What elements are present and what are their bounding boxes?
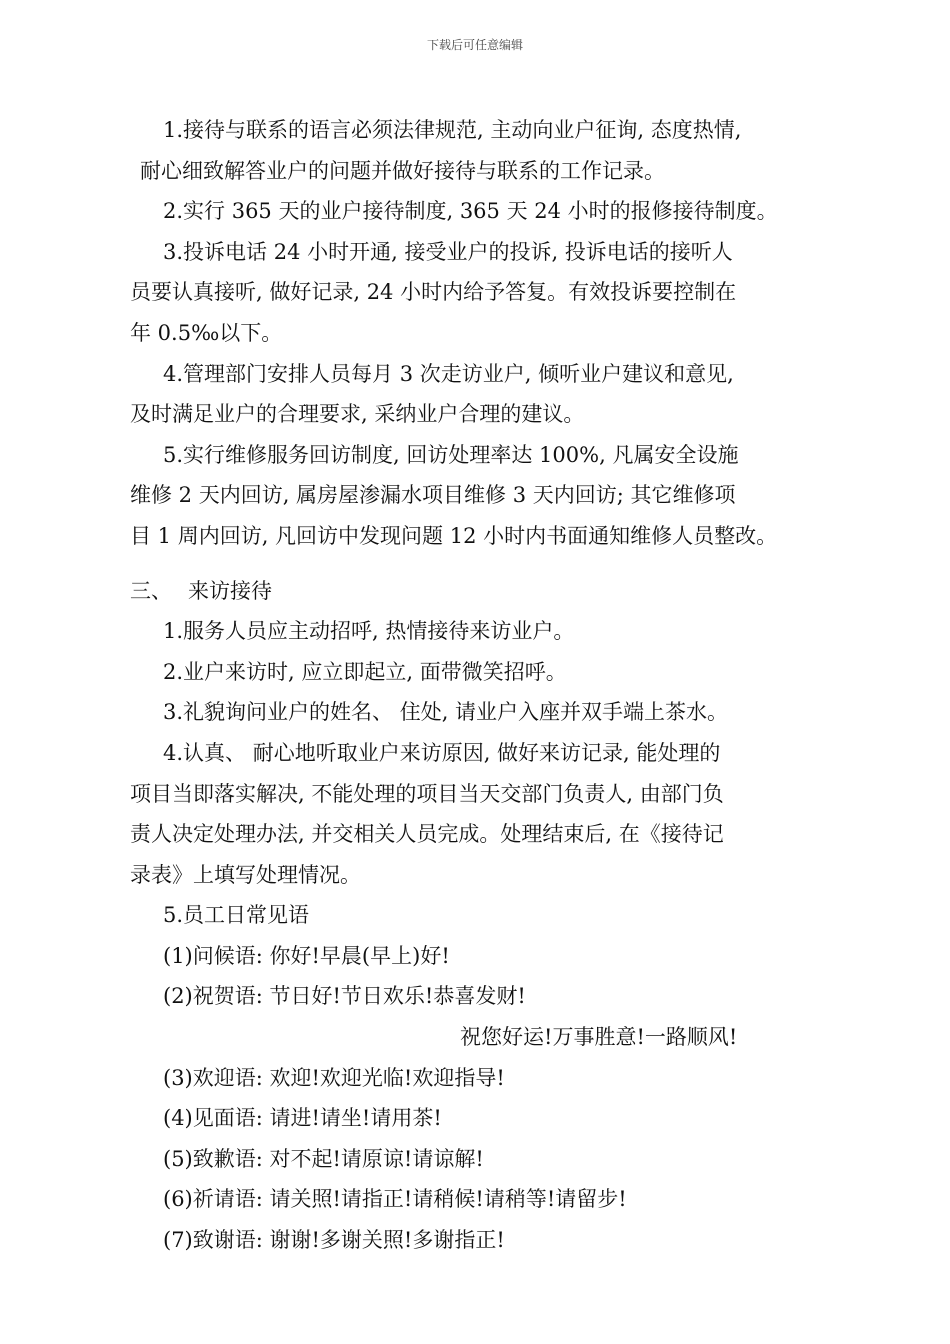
item-4-line-2: 及时满足业户的合理要求, 采纳业户合理的建议。 bbox=[130, 402, 585, 427]
section-number: 三、 bbox=[130, 578, 172, 603]
phrase-greeting: (1)问候语: 你好!早晨(早上)好! bbox=[163, 943, 450, 968]
item-3-line-3: 年 0.5‰以下。 bbox=[130, 320, 283, 345]
item-5-line-2: 维修 2 天内回访, 属房屋渗漏水项目维修 3 天内回访; 其它维修项 bbox=[130, 483, 736, 508]
item-3-line-2: 员要认真接听, 做好记录, 24 小时内给予答复。有效投诉要控制在 bbox=[130, 280, 737, 305]
phrase-apology: (5)致歉语: 对不起!请原谅!请谅解! bbox=[163, 1146, 484, 1171]
page-header: 下载后可任意编辑 bbox=[426, 38, 523, 52]
section-title: 来访接待 bbox=[188, 578, 272, 603]
reception-item-3: 3.礼貌询问业户的姓名、 住处, 请业户入座并双手端上茶水。 bbox=[163, 700, 729, 725]
phrase-thanks: (7)致谢语: 谢谢!多谢关照!多谢指正! bbox=[163, 1228, 505, 1253]
document-body bbox=[130, 110, 830, 1261]
section-heading bbox=[130, 571, 830, 612]
phrase-request: (6)祈请语: 请关照!请指正!请稍候!请稍等!请留步! bbox=[163, 1187, 627, 1212]
item-2: 2.实行 365 天的业户接待制度, 365 天 24 小时的报修接待制度。 bbox=[163, 199, 778, 224]
item-1-line-1: 1.接待与联系的语言必须法律规范, 主动向业户征询, 态度热情, bbox=[163, 118, 742, 142]
reception-item-4-line-2: 项目当即落实解决, 不能处理的项目当天交部门负责人, 由部门负 bbox=[130, 781, 724, 806]
reception-item-4-line-1: 4.认真、 耐心地听取业户来访原因, 做好来访记录, 能处理的 bbox=[163, 740, 721, 765]
item-5-line-3: 目 1 周内回访, 凡回访中发现问题 12 小时内书面通知维修人员整改。 bbox=[130, 523, 778, 548]
phrase-congratulation-cont: 祝您好运!万事胜意!一路顺风! bbox=[460, 1025, 738, 1050]
phrase-welcome: (3)欢迎语: 欢迎!欢迎光临!欢迎指导! bbox=[163, 1065, 505, 1090]
reception-item-5: 5.员工日常见语 bbox=[163, 903, 310, 928]
item-3-line-1: 3.投诉电话 24 小时开通, 接受业户的投诉, 投诉电话的接听人 bbox=[163, 239, 733, 264]
phrase-congratulation: (2)祝贺语: 节日好!节日欢乐!恭喜发财! bbox=[163, 984, 526, 1009]
phrase-meeting: (4)见面语: 请进!请坐!请用茶! bbox=[163, 1106, 442, 1131]
item-5-line-1: 5.实行维修服务回访制度, 回访处理率达 100%, 凡属安全设施 bbox=[163, 442, 739, 467]
reception-item-2: 2.业户来访时, 应立即起立, 面带微笑招呼。 bbox=[163, 659, 567, 684]
reception-item-4-line-3: 责人决定处理办法, 并交相关人员完成。处理结束后, 在《接待记 bbox=[130, 822, 724, 847]
item-1-line-2: 耐心细致解答业户的问题并做好接待与联系的工作记录。 bbox=[140, 158, 665, 183]
section-gap bbox=[130, 557, 830, 571]
item-4-line-1: 4.管理部门安排人员每月 3 次走访业户, 倾听业户建议和意见, bbox=[163, 361, 734, 386]
reception-item-4-line-4: 录表》上填写处理情况。 bbox=[130, 862, 361, 887]
reception-item-1: 1.服务人员应主动招呼, 热情接待来访业户。 bbox=[163, 619, 575, 644]
